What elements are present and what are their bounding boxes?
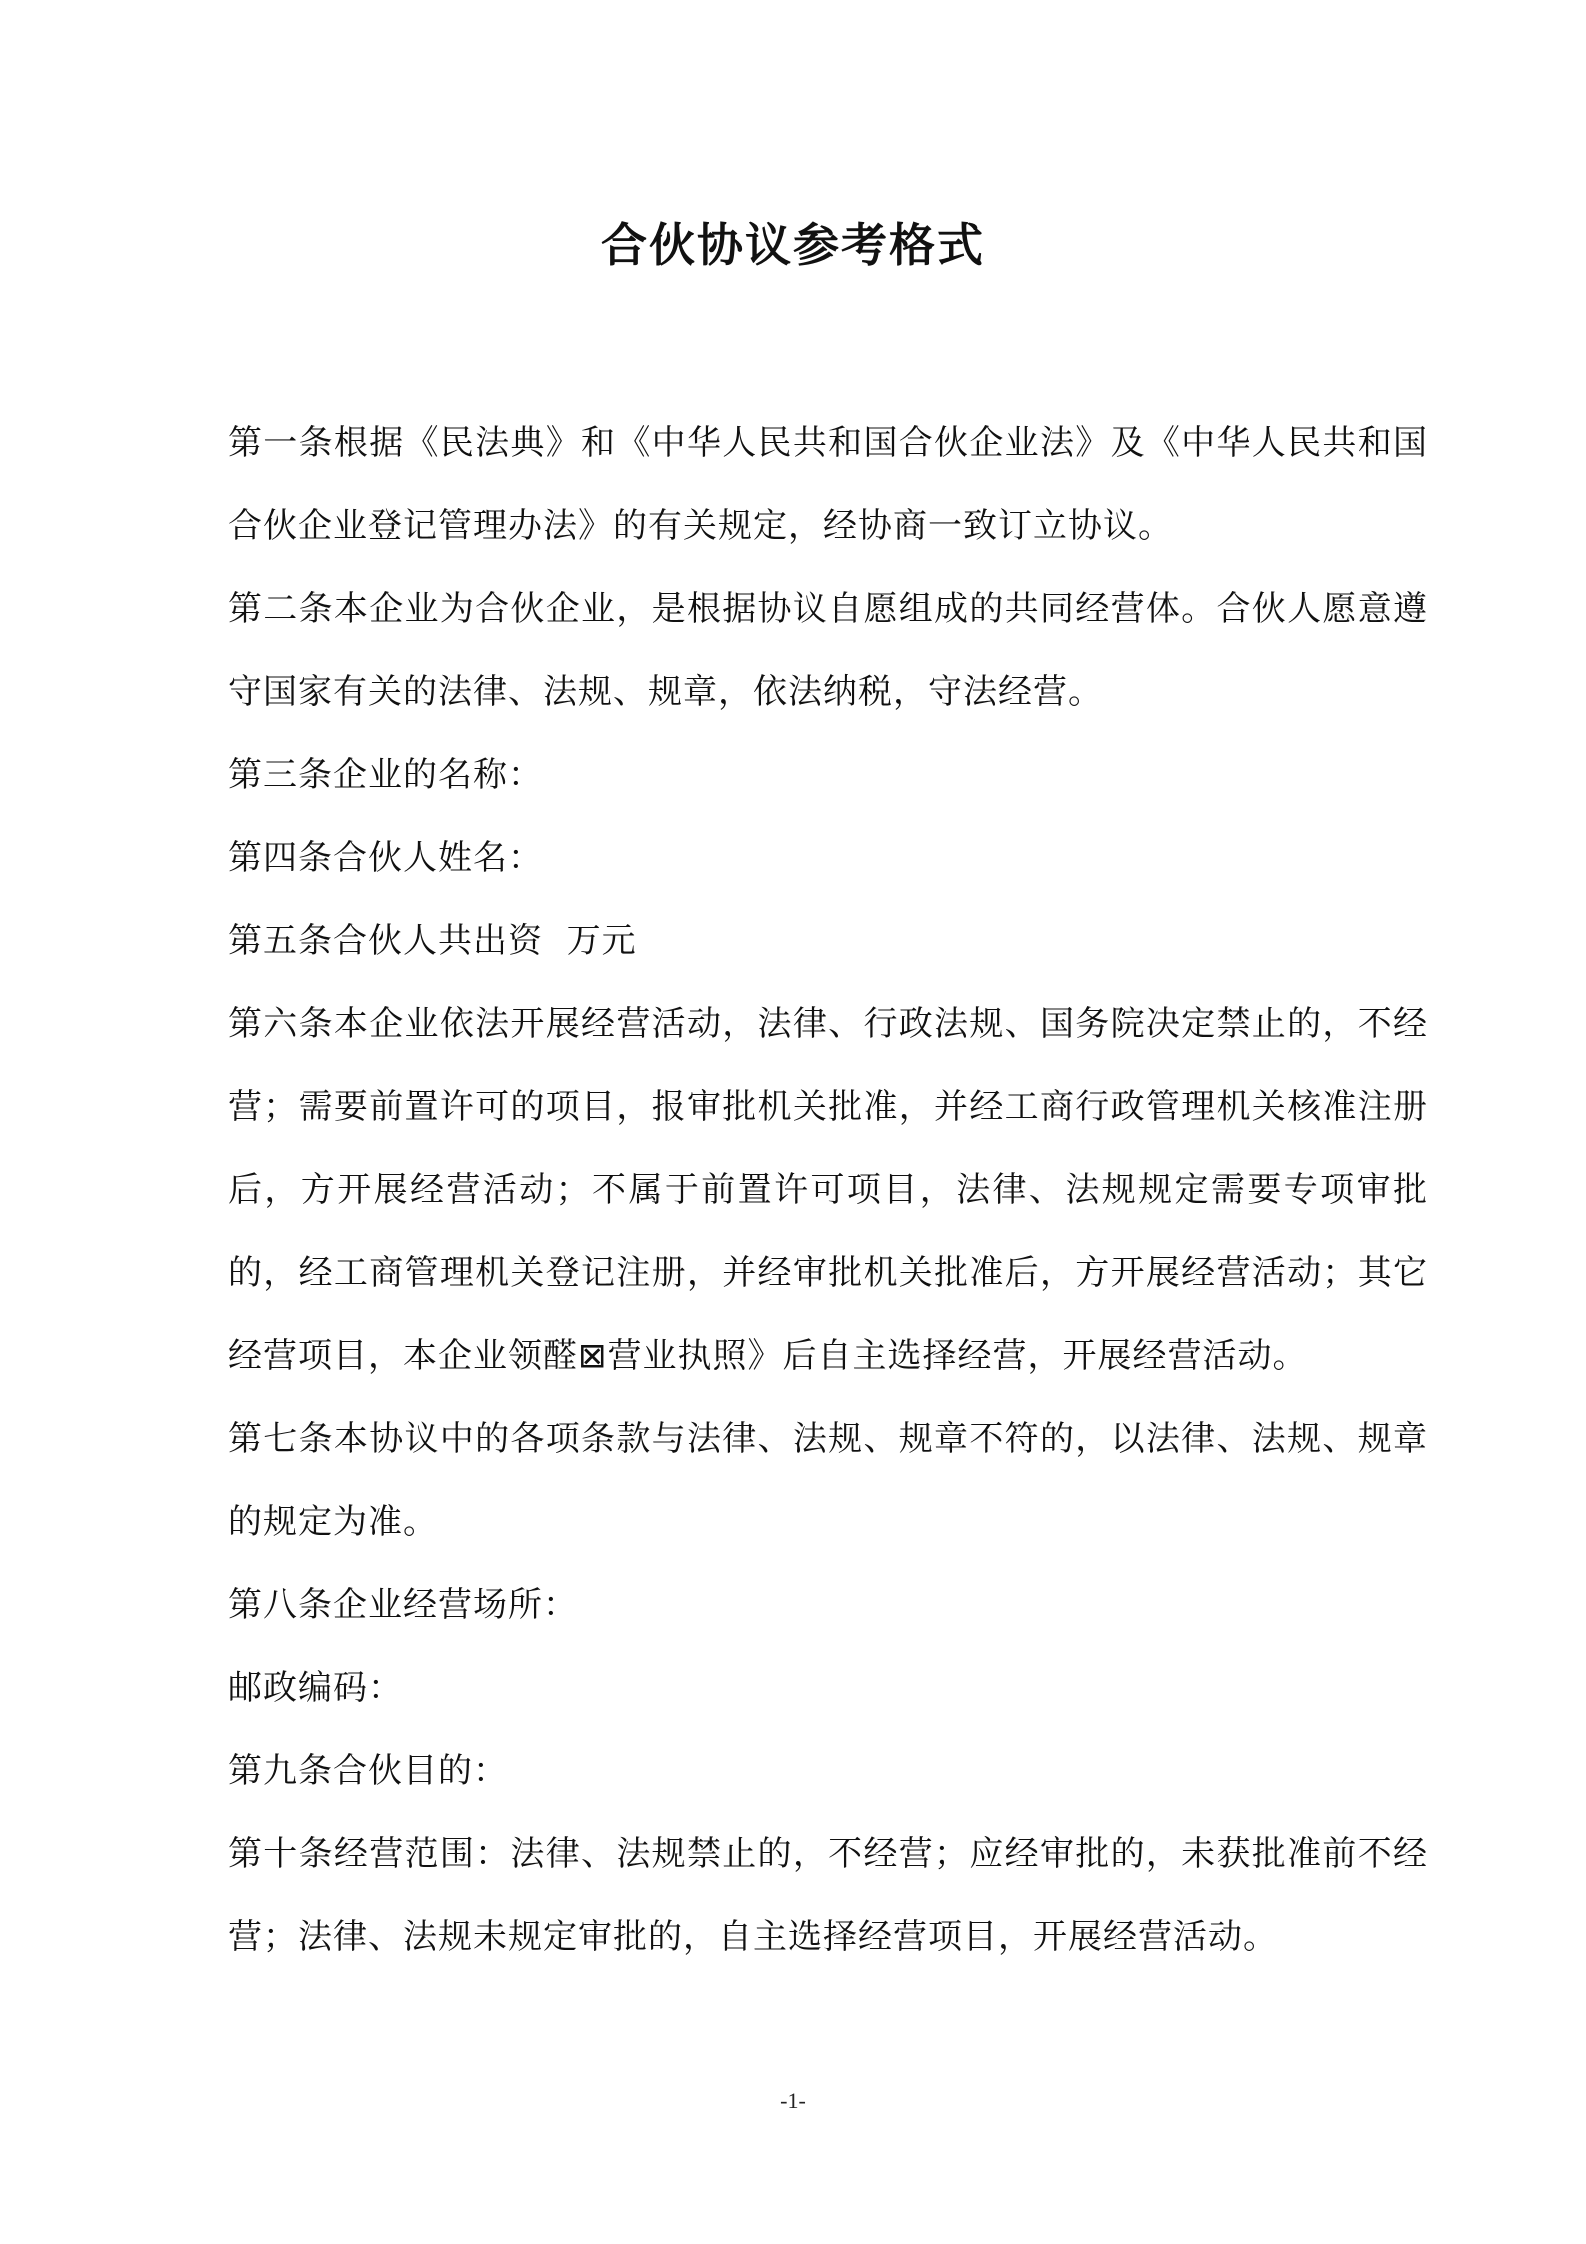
postal-code-line: 邮政编码： — [228, 1668, 403, 1708]
article-1: 第一条根据《民法典》和《中华人民共和国合伙企业法》及《中华人民共和国合伙企业登记管理办法》的有关规定，经协商一致订立协议。 — [228, 423, 1428, 546]
article-7: 第七条本协议中的各项条款与法律、法规、规章不符的，以法律、法规、规章的规定为准。 — [228, 1419, 1428, 1542]
article-6: 第六条本企业依法开展经营活动，法律、行政法规、国务院决定禁止的，不经营；需要前置许可的项目，报审批机关批准，并经工商行政管理机关核准注册后，方开展经营活动；不属于前置许可项目，法律、法规规定需要专项审批的，经工商管理机关登记注册，并经审批机关批准后，方开展经营活动；其它经营项目，本企业领醛⊠营业执照》后自主选择经营，开展经营活动。 — [228, 1004, 1428, 1376]
article-9: 第九条合伙目的： — [228, 1751, 508, 1791]
article-2: 第二条本企业为合伙企业，是根据协议自愿组成的共同经营体。合伙人愿意遵守国家有关的法律、法规、规章，依法纳税，守法经营。 — [228, 589, 1428, 712]
document-title: 合伙协议参考格式 — [601, 218, 985, 272]
page-number: -1- — [780, 2088, 806, 2113]
article-4: 第四条合伙人姓名： — [228, 838, 543, 878]
article-3: 第三条企业的名称： — [228, 755, 543, 795]
article-8: 第八条企业经营场所： — [228, 1585, 578, 1625]
document-body — [228, 402, 1428, 1979]
article-5: 第五条合伙人共出资 万元 — [228, 921, 637, 961]
article-10: 第十条经营范围：法律、法规禁止的，不经营；应经审批的，未获批准前不经营；法律、法规未规定审批的，自主选择经营项目，开展经营活动。 — [228, 1834, 1428, 1957]
